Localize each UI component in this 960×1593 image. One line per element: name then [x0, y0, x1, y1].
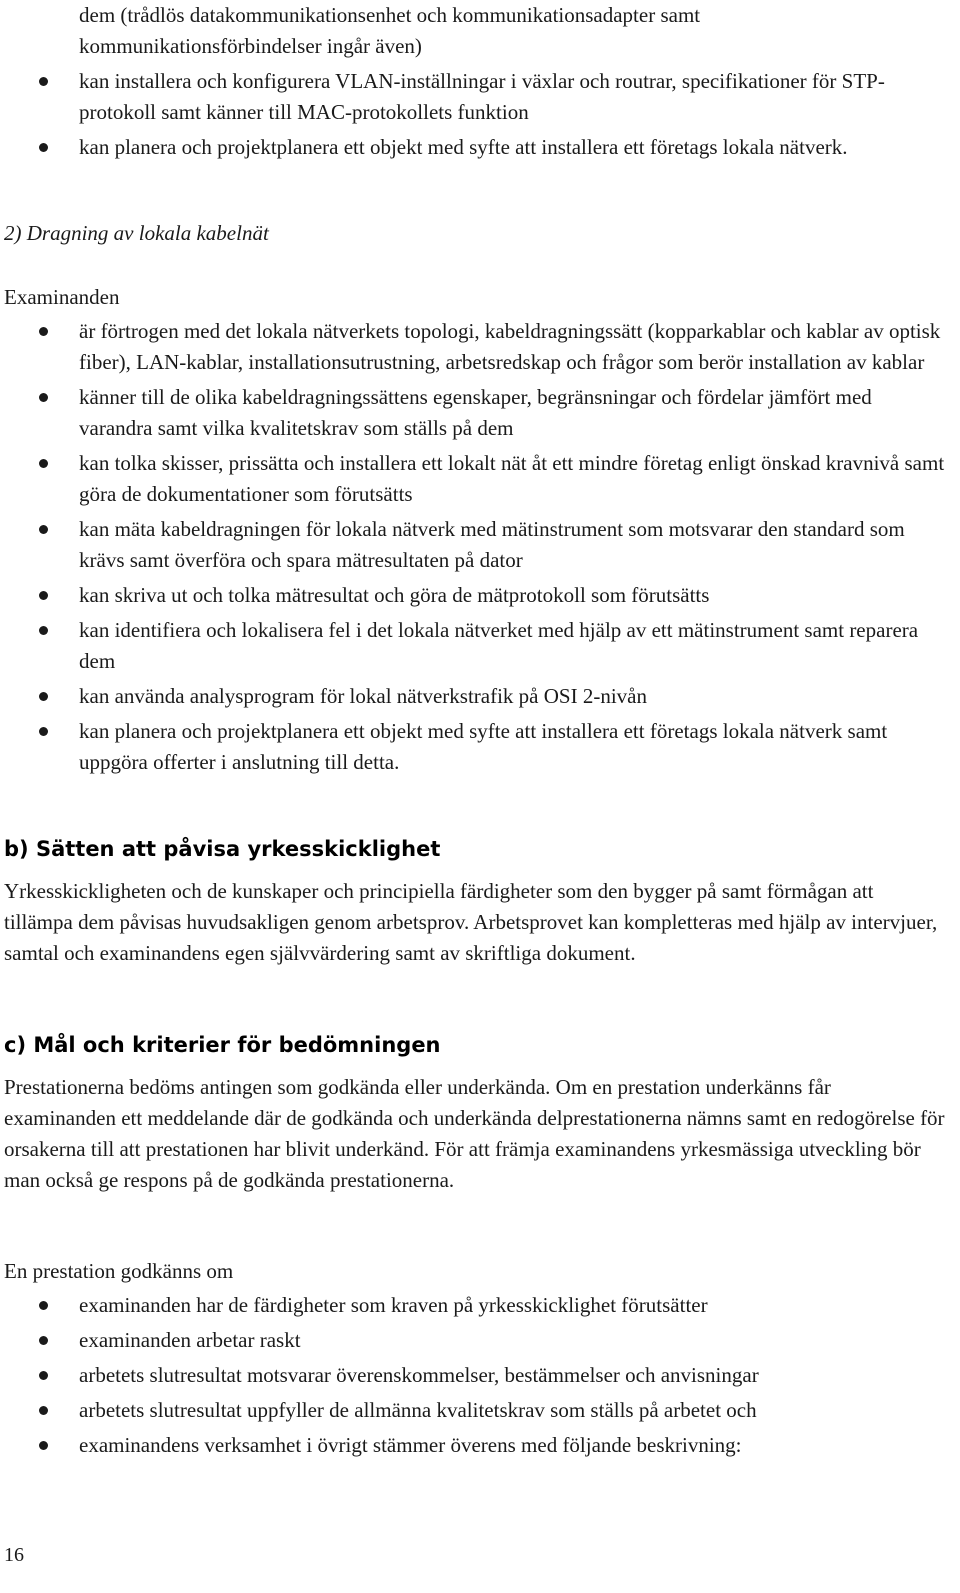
list-item: kan mäta kabeldragningen för lokala nätverk med mätinstrument som motsvarar den standard som krävs samt överföra och spara mätresultaten på dator — [4, 514, 946, 576]
list-item: kan skriva ut och tolka mätresultat och göra de mätprotokoll som förutsätts — [4, 580, 946, 611]
bullet-icon — [39, 1301, 48, 1310]
bullet-icon — [39, 591, 48, 600]
list-item: kan planera och projektplanera ett objekt med syfte att installera ett företags lokala nätverk. — [4, 132, 946, 163]
list-item: kan installera och konfigurera VLAN-inställningar i växlar och routrar, specifikationer för STP-protokoll samt känner till MAC-protokollets funktion — [4, 66, 946, 128]
top-section — [4, 0, 946, 167]
top-bullet-list — [4, 66, 946, 163]
bullet-icon — [39, 727, 48, 736]
list-item: arbetets slutresultat motsvarar överenskommelser, bestämmelser och anvisningar — [4, 1360, 946, 1391]
list-item: känner till de olika kabeldragningssättens egenskaper, begränsningar och fördelar jämfört med varandra samt vilka kvalitetskrav som ställs på dem — [4, 382, 946, 444]
list-item: examinanden arbetar raskt — [4, 1325, 946, 1356]
section-c-heading: c) Mål och kriterier för bedömningen — [4, 1033, 441, 1057]
list-item: kan identifiera och lokalisera fel i det lokala nätverket med hjälp av ett mätinstrument samt reparera dem — [4, 615, 946, 677]
page-number: 16 — [4, 1544, 24, 1566]
section-b-paragraph: Yrkesskickligheten och de kunskaper och principiella färdigheter som den bygger på samt förmågan att tillämpa dem påvisas huvudsakligen genom arbetsprov. Arbetsprovet kan kompletteras med hjälp av intervjuer, samtal och examinandens egen självvärdering samt av skriftliga dokument. — [4, 879, 938, 965]
list-item: kan tolka skisser, prissätta och installera ett lokalt nät åt ett mindre företag enligt önskad kravnivå samt göra de dokumentationer som förutsätts — [4, 448, 946, 510]
list-item: arbetets slutresultat uppfyller de allmänna kvalitetskrav som ställs på arbetet och — [4, 1395, 946, 1426]
section-b-heading: b) Sätten att påvisa yrkesskicklighet — [4, 837, 441, 861]
bullet-icon — [39, 692, 48, 701]
section-c-bullet-list — [4, 1290, 946, 1465]
section-2-bullet-list — [4, 316, 946, 782]
bullet-icon — [39, 1406, 48, 1415]
bullet-icon — [39, 393, 48, 402]
list-item: kan använda analysprogram för lokal nätverkstrafik på OSI 2-nivån — [4, 681, 946, 712]
bullet-icon — [39, 77, 48, 86]
bullet-icon — [39, 1371, 48, 1380]
top-continuation-text: dem (trådlös datakommunikationsenhet och kommunikationsadapter samt kommunikationsförbindelser ingår även) — [79, 3, 701, 58]
bullet-icon — [39, 525, 48, 534]
bullet-icon — [39, 459, 48, 468]
bullet-icon — [39, 1441, 48, 1450]
bullet-icon — [39, 1336, 48, 1345]
section-2-heading: 2) Dragning av lokala kabelnät — [4, 221, 269, 245]
section-2-intro: Examinanden — [4, 285, 120, 309]
bullet-icon — [39, 143, 48, 152]
bullet-icon — [39, 626, 48, 635]
list-item: är förtrogen med det lokala nätverkets topologi, kabeldragningssätt (kopparkablar och kablar av optisk fiber), LAN-kablar, installationsutrustning, arbetsredskap och frågor som berör installation av kablar — [4, 316, 946, 378]
list-item: examinandens verksamhet i övrigt stämmer överens med följande beskrivning: — [4, 1430, 946, 1461]
section-c-intro: En prestation godkänns om — [4, 1259, 234, 1283]
list-item: examinanden har de färdigheter som kraven på yrkesskicklighet förutsätter — [4, 1290, 946, 1321]
bullet-icon — [39, 327, 48, 336]
list-item: kan planera och projektplanera ett objekt med syfte att installera ett företags lokala nätverk samt uppgöra offerter i anslutning till detta. — [4, 716, 946, 778]
section-c-paragraph: Prestationerna bedöms antingen som godkända eller underkända. Om en prestation underkänns får examinanden ett meddelande där de godkända och underkända delprestationerna nämns samt en redogörelse för orsakerna till att prestationen har blivit underkänd. För att främja examinandens yrkesmässiga utveckling bör man också ge respons på de godkända prestationerna. — [4, 1075, 945, 1192]
